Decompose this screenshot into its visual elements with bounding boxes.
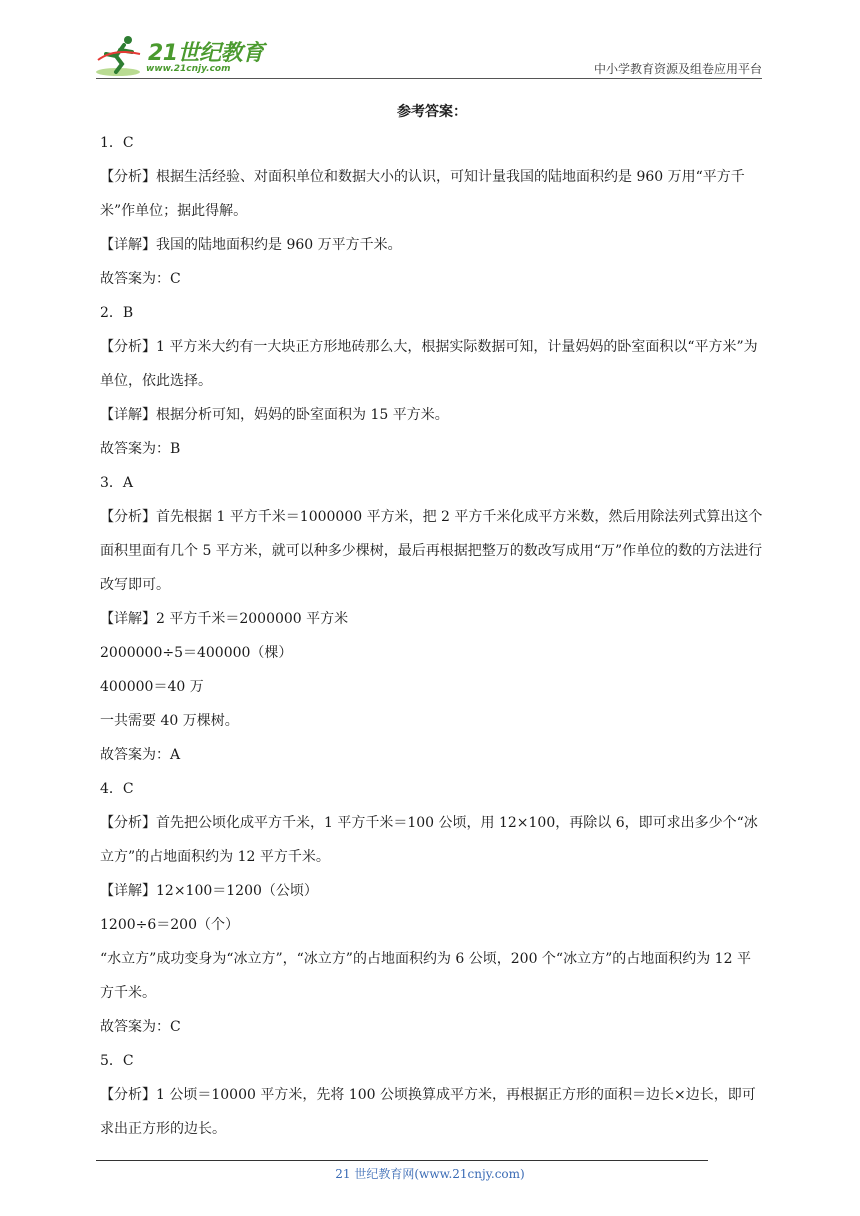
answer-content xyxy=(100,98,764,1146)
answer-line: 【详解】根据分析可知，妈妈的卧室面积为 15 平方米。 xyxy=(100,407,449,423)
answer-line: 故答案为：A xyxy=(100,747,181,763)
logo-url: www.21cnjy.com xyxy=(146,64,231,74)
answer-line: 400000＝40 万 xyxy=(100,679,204,695)
page-title: 参考答案： xyxy=(397,104,467,120)
answer-line: 【分析】根据生活经验、对面积单位和数据大小的认识，可知计量我国的陆地面积约是 960 万用“平方千米”作单位；据此得解。 xyxy=(100,169,745,219)
answer-lines xyxy=(100,126,764,1146)
logo-text: 21世纪教育 xyxy=(148,41,264,66)
answer-line: 故答案为：C xyxy=(100,1019,181,1035)
answer-line: 4．C xyxy=(100,781,134,797)
answer-line: 5．C xyxy=(100,1053,134,1069)
footer-divider xyxy=(96,1160,708,1161)
logo xyxy=(96,34,266,80)
answer-line: 2000000÷5＝400000（棵） xyxy=(100,645,293,661)
answer-line: 【分析】1 公顷＝10000 平方米，先将 100 公顷换算成平方米，再根据正方形的面积＝边长×边长，即可求出正方形的边长。 xyxy=(100,1087,756,1137)
answer-line: 【详解】2 平方千米＝2000000 平方米 xyxy=(100,611,349,627)
answer-line: 【分析】首先根据 1 平方千米＝1000000 平方米，把 2 平方千米化成平方米数，然后用除法列式算出这个面积里面有几个 5 平方米，就可以种多少棵树，最后再根据把整万的数改写成用“万”作单位的数的方法进行改写即可。 xyxy=(100,509,763,593)
page-header xyxy=(0,0,860,90)
footer-text: 21 世纪教育网(www.21cnjy.com) xyxy=(335,1167,525,1181)
answer-line: 3．A xyxy=(100,475,134,491)
answer-line: 【详解】12×100＝1200（公顷） xyxy=(100,883,318,899)
answer-line: 故答案为：C xyxy=(100,271,181,287)
answer-line: 故答案为：B xyxy=(100,441,181,457)
runner-logo-icon xyxy=(96,34,146,78)
header-divider xyxy=(96,78,762,79)
header-platform-text: 中小学教育资源及组卷应用平台 xyxy=(593,62,762,76)
answer-line: 【分析】1 平方米大约有一大块正方形地砖那么大，根据实际数据可知，计量妈妈的卧室面积以“平方米”为单位，依此选择。 xyxy=(100,339,758,389)
answer-line: 【分析】首先把公顷化成平方千米，1 平方千米＝100 公顷，用 12×100，再除以 6，即可求出多少个“冰立方”的占地面积约为 12 平方千米。 xyxy=(100,815,758,865)
answer-line: 【详解】我国的陆地面积约是 960 万平方千米。 xyxy=(100,237,402,253)
answer-line: “水立方”成功变身为“冰立方”，“冰立方”的占地面积约为 6 公顷，200 个“冰立方”的占地面积约为 12 平方千米。 xyxy=(100,951,751,1001)
answer-line: 1200÷6＝200（个） xyxy=(100,917,239,933)
answer-line: 1．C xyxy=(100,135,134,151)
answer-line: 一共需要 40 万棵树。 xyxy=(100,713,239,729)
answer-line: 2．B xyxy=(100,305,134,321)
